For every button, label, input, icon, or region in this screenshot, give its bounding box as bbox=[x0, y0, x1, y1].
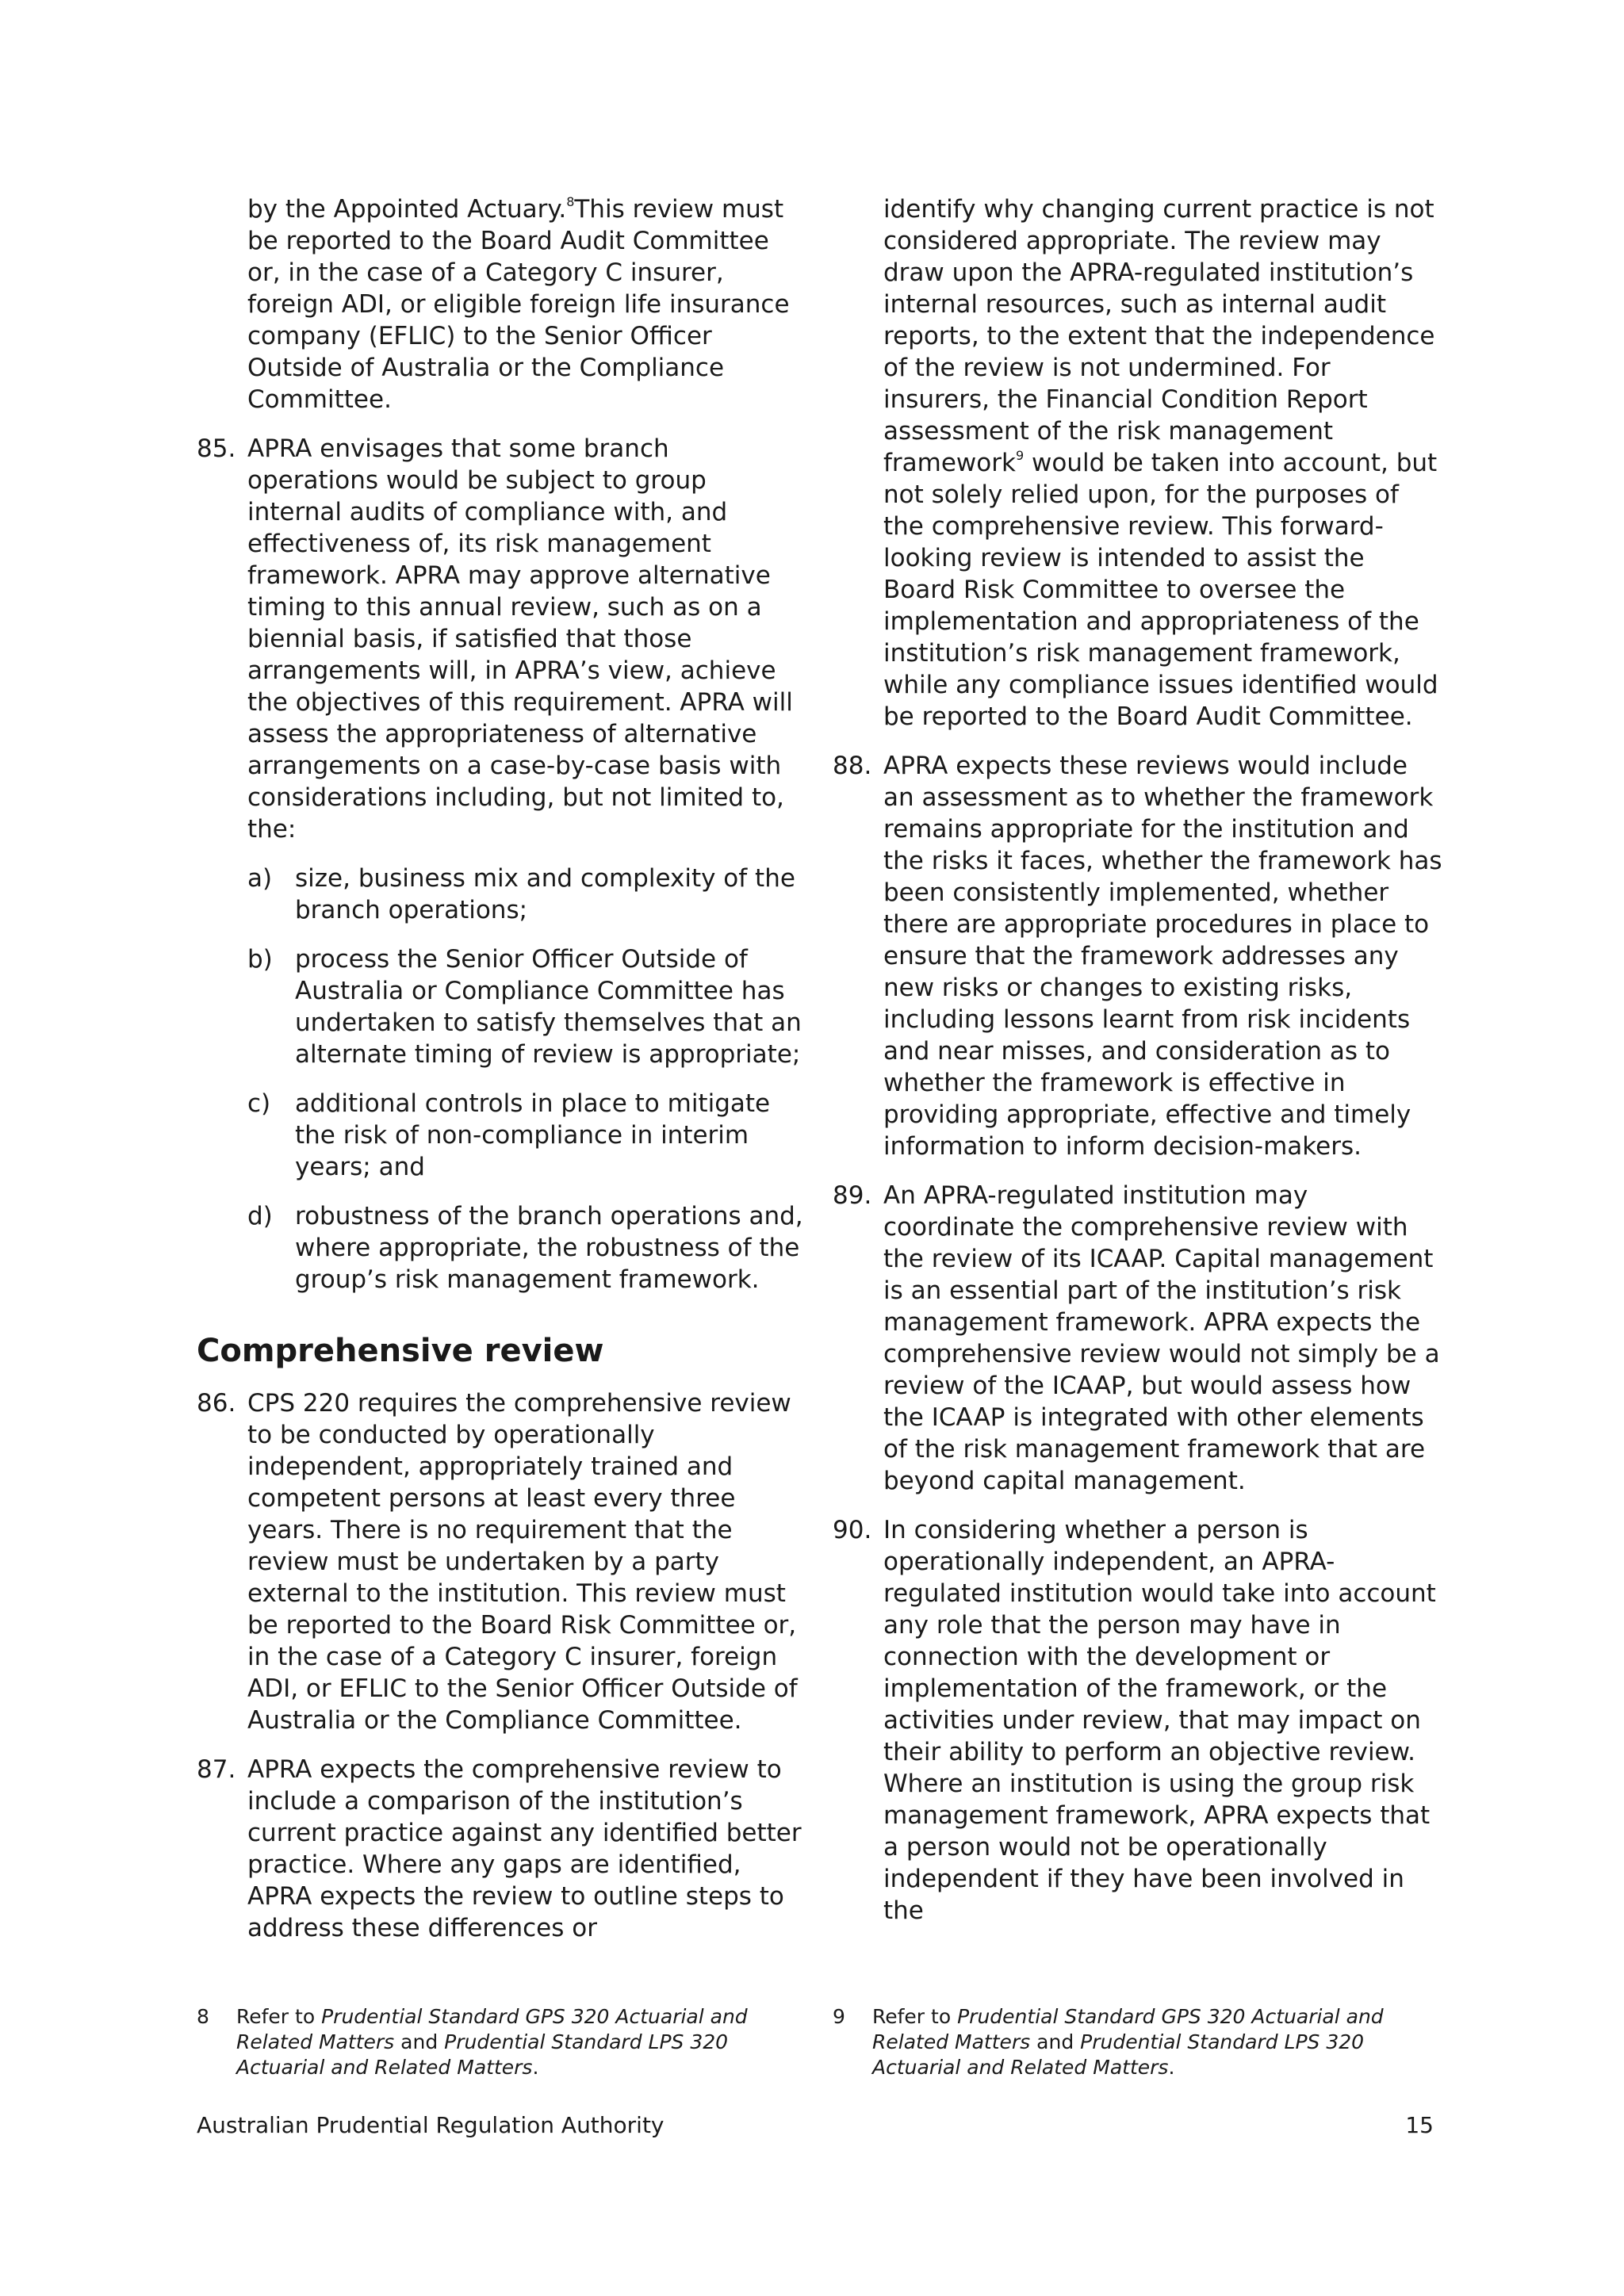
paragraph-number: 87. bbox=[197, 1755, 236, 1784]
paragraph-text: would be taken into account, but not solely relied upon, for the purposes of the comprehensive review. This forward-looking review is intended to assist the Board Risk Committee to oversee the implementation and appropriateness of the institution’s risk management framework, while any compliance issues identified would be reported to the Board Audit Committee. bbox=[883, 449, 1438, 731]
footnote-number: 9 bbox=[833, 2005, 845, 2028]
paragraph-number: 90. bbox=[833, 1516, 872, 1544]
footnote-conjunction: and bbox=[394, 2030, 445, 2053]
right-column bbox=[833, 193, 1443, 1944]
left-column bbox=[197, 193, 807, 1961]
footnote-text bbox=[236, 2004, 807, 2080]
paragraph-text: In considering whether a person is operationally independent, an APRA-regulated institution would take into account any role that the person may have in connection with the development or implementation of the framework, or the activities under review, that may impact on their ability to perform an objective review. Where an institution is using the group risk management framework, APRA expects that a person would not be operationally independent if they have been involved in the bbox=[883, 1516, 1436, 1925]
paragraph-87 bbox=[197, 1754, 807, 1944]
footnote-text bbox=[872, 2004, 1443, 2080]
paragraph-number: 89. bbox=[833, 1181, 872, 1210]
footer-organization: Australian Prudential Regulation Authority bbox=[197, 2112, 665, 2138]
paragraph-86 bbox=[197, 1387, 807, 1736]
paragraph-text: APRA expects these reviews would include an assessment as to whether the framework remains appropriate for the institution and the risks it faces, whether the framework has been consistently implemented, whether there are appropriate procedures in place to ensure that the framework addresses any new risks or changes to existing risks, including lessons learnt from risk incidents and near misses, and consideration as to whether the framework is effective in providing appropriate, effective and timely information to inform decision-makers. bbox=[883, 752, 1442, 1161]
section-heading: Comprehensive review bbox=[197, 1333, 604, 1369]
sub-item-d bbox=[247, 1200, 807, 1295]
paragraph-88 bbox=[833, 750, 1443, 1162]
paragraph-89 bbox=[833, 1180, 1443, 1497]
sub-item-a bbox=[247, 863, 807, 926]
footnote-marker-8[interactable]: 8 bbox=[566, 194, 575, 209]
sub-item-letter: c) bbox=[247, 1089, 271, 1118]
footnote-end: . bbox=[532, 2056, 539, 2079]
page-number: 15 bbox=[1405, 2112, 1434, 2138]
paragraph-text: An APRA-regulated institution may coordinate the comprehensive review with the review of its ICAAP. Capital management is an essential part of the institution’s risk management framework. APRA expects the comprehensive review would not simply be a review of the ICAAP, but would assess how the ICAAP is integrated with other elements of the risk management framework that are beyond capital management. bbox=[883, 1181, 1440, 1495]
footnote-marker-9[interactable]: 9 bbox=[1015, 448, 1025, 463]
footnote-title: Prudential Standard GPS 320 Actuarial and Related Matters bbox=[236, 2005, 748, 2053]
paragraph-text: APRA expects the comprehensive review to include a comparison of the institution’s current practice against any identified better practice. Where any gaps are identified, APRA expects the review to outline steps to address these differences or bbox=[247, 1755, 802, 1942]
sub-item-text: process the Senior Officer Outside of Australia or Compliance Committee has undertaken to satisfy themselves that an alternate timing of review is appropriate; bbox=[295, 945, 802, 1069]
sub-item-b bbox=[247, 943, 807, 1070]
paragraph-text: APRA envisages that some branch operations would be subject to group internal audits of compliance with, and effectiveness of, its risk management framework. APRA may approve alternative timing to this annual review, such as on a biennial basis, if satisfied that those arrangements will, in APRA’s view, achieve the objectives of this requirement. APRA will assess the appropriateness of alternative arrangements on a case-by-case basis with considerations including, but not limited to, the: bbox=[247, 434, 793, 844]
footnote-8 bbox=[197, 2004, 807, 2080]
paragraph-90 bbox=[833, 1514, 1443, 1927]
sub-item-text: robustness of the branch operations and, where appropriate, the robustness of the group’s risk management framework. bbox=[295, 1202, 803, 1294]
paragraph-number: 85. bbox=[197, 434, 236, 463]
paragraph-85 bbox=[197, 433, 807, 845]
footnote-prefix: Refer to bbox=[236, 2005, 322, 2028]
footnote-prefix: Refer to bbox=[872, 2005, 958, 2028]
footnote-conjunction: and bbox=[1030, 2030, 1081, 2053]
sub-item-c bbox=[247, 1088, 807, 1183]
footnote-9 bbox=[833, 2004, 1443, 2080]
sub-item-letter: a) bbox=[247, 864, 273, 893]
paragraph-text: identify why changing current practice is not considered appropriate. The review may draw upon the APRA-regulated institution’s internal resources, such as internal audit reports, to the extent that the independence of the review is not undermined. For insurers, the Financial Condition Report assessment of the risk management framework bbox=[883, 195, 1435, 477]
paragraph-number: 86. bbox=[197, 1389, 236, 1418]
paragraph-text: This review must be reported to the Board Audit Committee or, in the case of a Category C insurer, foreign ADI, or eligible foreign life insurance company (EFLIC) to the Senior Officer Outside of Australia or the Compliance Committee. bbox=[247, 195, 790, 414]
footnote-number: 8 bbox=[197, 2005, 209, 2028]
sub-item-letter: b) bbox=[247, 945, 273, 974]
paragraph-84-continuation bbox=[197, 193, 807, 415]
paragraph-text: by the Appointed Actuary. bbox=[247, 195, 567, 224]
page-footer bbox=[197, 2112, 1434, 2138]
paragraph-number: 88. bbox=[833, 752, 872, 780]
footnote-title: Prudential Standard LPS 320 Actuarial and Related Matters bbox=[872, 2030, 1365, 2079]
footnote-title: Prudential Standard LPS 320 Actuarial and Related Matters bbox=[236, 2030, 729, 2079]
paragraph-text: CPS 220 requires the comprehensive review to be conducted by operationally independent, appropriately trained and competent persons at least every three years. There is no requirement that the review must be undertaken by a party external to the institution. This review must be reported to the Board Risk Committee or, in the case of a Category C insurer, foreign ADI, or EFLIC to the Senior Officer Outside of Australia or the Compliance Committee. bbox=[247, 1389, 798, 1735]
paragraph-87-continuation bbox=[833, 193, 1443, 733]
sub-item-letter: d) bbox=[247, 1202, 273, 1230]
sub-item-text: size, business mix and complexity of the branch operations; bbox=[295, 864, 795, 924]
footnote-title: Prudential Standard GPS 320 Actuarial and Related Matters bbox=[872, 2005, 1384, 2053]
sub-item-text: additional controls in place to mitigate the risk of non-compliance in interim years; and bbox=[295, 1089, 771, 1181]
footnote-end: . bbox=[1168, 2056, 1175, 2079]
